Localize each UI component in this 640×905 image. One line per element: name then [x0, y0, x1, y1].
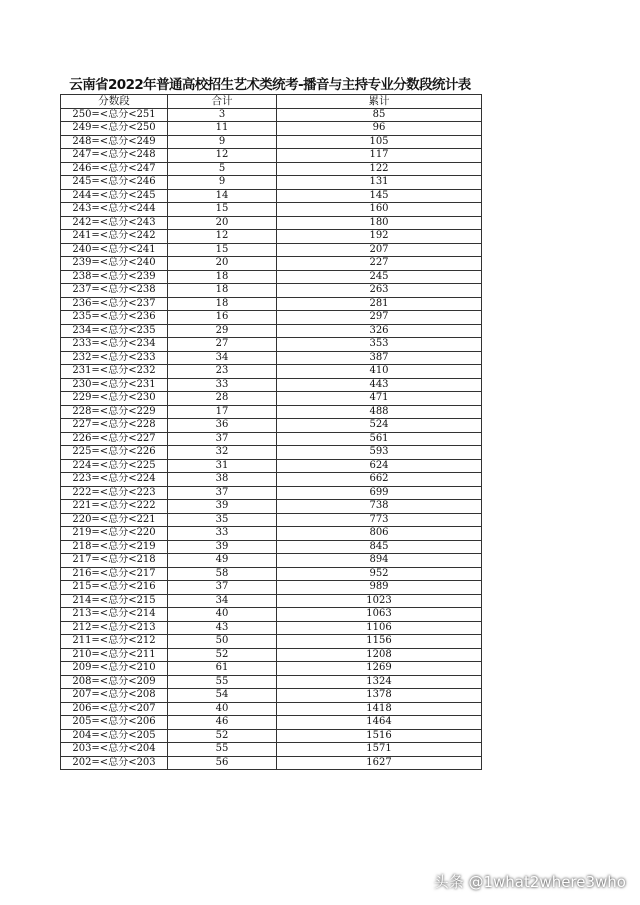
cell-cumulative: 1464 — [277, 716, 482, 730]
cell-cumulative: 281 — [277, 297, 482, 311]
cell-cumulative: 207 — [277, 243, 482, 257]
table-row — [61, 243, 482, 257]
cell-count: 52 — [168, 729, 277, 743]
table-row — [61, 540, 482, 554]
table-row — [61, 270, 482, 284]
page-title: 云南省2022年普通高校招生艺术类统考-播音与主持专业分数段统计表 — [69, 77, 471, 93]
cell-cumulative: 699 — [277, 486, 482, 500]
cell-score-range: 247=<总分<248 — [61, 149, 168, 163]
cell-cumulative: 1324 — [277, 675, 482, 689]
cell-cumulative: 105 — [277, 135, 482, 149]
cell-count: 27 — [168, 338, 277, 352]
cell-cumulative: 524 — [277, 419, 482, 433]
cell-count: 18 — [168, 297, 277, 311]
cell-cumulative: 471 — [277, 392, 482, 406]
cell-count: 32 — [168, 446, 277, 460]
cell-cumulative: 263 — [277, 284, 482, 298]
cell-score-range: 246=<总分<247 — [61, 162, 168, 176]
table-row — [61, 527, 482, 541]
table-row — [61, 554, 482, 568]
score-distribution-table — [60, 94, 482, 770]
cell-cumulative: 1627 — [277, 756, 482, 770]
cell-score-range: 208=<总分<209 — [61, 675, 168, 689]
table-row — [61, 513, 482, 527]
cell-cumulative: 773 — [277, 513, 482, 527]
cell-cumulative: 227 — [277, 257, 482, 271]
table-row — [61, 608, 482, 622]
table-row — [61, 648, 482, 662]
cell-score-range: 207=<总分<208 — [61, 689, 168, 703]
cell-count: 52 — [168, 648, 277, 662]
cell-cumulative: 387 — [277, 351, 482, 365]
cell-score-range: 215=<总分<216 — [61, 581, 168, 595]
table-row — [61, 459, 482, 473]
cell-score-range: 242=<总分<243 — [61, 216, 168, 230]
cell-count: 43 — [168, 621, 277, 635]
cell-score-range: 234=<总分<235 — [61, 324, 168, 338]
table-row — [61, 473, 482, 487]
cell-score-range: 223=<总分<224 — [61, 473, 168, 487]
cell-cumulative: 1269 — [277, 662, 482, 676]
cell-count: 49 — [168, 554, 277, 568]
table-row — [61, 662, 482, 676]
cell-count: 12 — [168, 149, 277, 163]
cell-count: 35 — [168, 513, 277, 527]
table-row — [61, 702, 482, 716]
cell-cumulative: 806 — [277, 527, 482, 541]
cell-score-range: 232=<总分<233 — [61, 351, 168, 365]
cell-score-range: 239=<总分<240 — [61, 257, 168, 271]
table-row — [61, 446, 482, 460]
table-body — [61, 108, 482, 770]
cell-count: 16 — [168, 311, 277, 325]
cell-count: 38 — [168, 473, 277, 487]
cell-cumulative: 738 — [277, 500, 482, 514]
cell-score-range: 245=<总分<246 — [61, 176, 168, 190]
table-row — [61, 216, 482, 230]
cell-cumulative: 624 — [277, 459, 482, 473]
cell-score-range: 219=<总分<220 — [61, 527, 168, 541]
cell-cumulative: 85 — [277, 108, 482, 122]
cell-cumulative: 1106 — [277, 621, 482, 635]
table-row — [61, 716, 482, 730]
cell-cumulative: 117 — [277, 149, 482, 163]
table-row — [61, 149, 482, 163]
cell-score-range: 217=<总分<218 — [61, 554, 168, 568]
cell-cumulative: 96 — [277, 122, 482, 136]
cell-count: 23 — [168, 365, 277, 379]
table-row — [61, 500, 482, 514]
table-row — [61, 405, 482, 419]
cell-score-range: 202=<总分<203 — [61, 756, 168, 770]
cell-score-range: 237=<总分<238 — [61, 284, 168, 298]
cell-cumulative: 1516 — [277, 729, 482, 743]
cell-count: 18 — [168, 284, 277, 298]
table-row — [61, 729, 482, 743]
cell-score-range: 229=<总分<230 — [61, 392, 168, 406]
table-row — [61, 743, 482, 757]
cell-count: 14 — [168, 189, 277, 203]
cell-count: 15 — [168, 203, 277, 217]
table-row — [61, 122, 482, 136]
cell-count: 39 — [168, 500, 277, 514]
table-row — [61, 338, 482, 352]
cell-score-range: 218=<总分<219 — [61, 540, 168, 554]
cell-score-range: 227=<总分<228 — [61, 419, 168, 433]
cell-score-range: 233=<总分<234 — [61, 338, 168, 352]
table-row — [61, 257, 482, 271]
cell-score-range: 203=<总分<204 — [61, 743, 168, 757]
cell-count: 17 — [168, 405, 277, 419]
cell-score-range: 248=<总分<249 — [61, 135, 168, 149]
cell-cumulative: 297 — [277, 311, 482, 325]
table-row — [61, 176, 482, 190]
cell-count: 20 — [168, 257, 277, 271]
table-row — [61, 486, 482, 500]
cell-score-range: 235=<总分<236 — [61, 311, 168, 325]
cell-count: 33 — [168, 527, 277, 541]
cell-score-range: 244=<总分<245 — [61, 189, 168, 203]
cell-score-range: 231=<总分<232 — [61, 365, 168, 379]
cell-cumulative: 410 — [277, 365, 482, 379]
cell-score-range: 206=<总分<207 — [61, 702, 168, 716]
cell-cumulative: 989 — [277, 581, 482, 595]
cell-count: 34 — [168, 594, 277, 608]
cell-count: 37 — [168, 486, 277, 500]
cell-count: 15 — [168, 243, 277, 257]
table-row — [61, 189, 482, 203]
table-row — [61, 419, 482, 433]
header-count: 合计 — [168, 95, 277, 109]
cell-cumulative: 488 — [277, 405, 482, 419]
cell-cumulative: 1418 — [277, 702, 482, 716]
cell-score-range: 205=<总分<206 — [61, 716, 168, 730]
cell-cumulative: 662 — [277, 473, 482, 487]
cell-score-range: 224=<总分<225 — [61, 459, 168, 473]
cell-score-range: 243=<总分<244 — [61, 203, 168, 217]
cell-score-range: 240=<总分<241 — [61, 243, 168, 257]
cell-score-range: 238=<总分<239 — [61, 270, 168, 284]
cell-count: 55 — [168, 743, 277, 757]
cell-cumulative: 353 — [277, 338, 482, 352]
table-row — [61, 432, 482, 446]
table-row — [61, 162, 482, 176]
cell-count: 5 — [168, 162, 277, 176]
cell-count: 9 — [168, 135, 277, 149]
table-row — [61, 365, 482, 379]
cell-score-range: 222=<总分<223 — [61, 486, 168, 500]
cell-score-range: 210=<总分<211 — [61, 648, 168, 662]
cell-cumulative: 245 — [277, 270, 482, 284]
table-row — [61, 594, 482, 608]
cell-score-range: 250=<总分<251 — [61, 108, 168, 122]
cell-count: 56 — [168, 756, 277, 770]
cell-score-range: 216=<总分<217 — [61, 567, 168, 581]
table-row — [61, 135, 482, 149]
cell-cumulative: 192 — [277, 230, 482, 244]
table-row — [61, 108, 482, 122]
cell-cumulative: 593 — [277, 446, 482, 460]
table-row — [61, 297, 482, 311]
cell-cumulative: 1156 — [277, 635, 482, 649]
cell-cumulative: 145 — [277, 189, 482, 203]
cell-cumulative: 443 — [277, 378, 482, 392]
cell-cumulative: 1378 — [277, 689, 482, 703]
cell-cumulative: 952 — [277, 567, 482, 581]
table-row — [61, 621, 482, 635]
table-row — [61, 230, 482, 244]
cell-count: 18 — [168, 270, 277, 284]
table-row — [61, 378, 482, 392]
cell-count: 40 — [168, 702, 277, 716]
cell-cumulative: 131 — [277, 176, 482, 190]
cell-score-range: 204=<总分<205 — [61, 729, 168, 743]
cell-count: 54 — [168, 689, 277, 703]
cell-count: 39 — [168, 540, 277, 554]
cell-count: 58 — [168, 567, 277, 581]
cell-score-range: 221=<总分<222 — [61, 500, 168, 514]
cell-score-range: 225=<总分<226 — [61, 446, 168, 460]
table-row — [61, 635, 482, 649]
header-cumulative: 累计 — [277, 95, 482, 109]
table-row — [61, 392, 482, 406]
cell-count: 3 — [168, 108, 277, 122]
cell-count: 20 — [168, 216, 277, 230]
table-row — [61, 581, 482, 595]
cell-count: 29 — [168, 324, 277, 338]
cell-cumulative: 561 — [277, 432, 482, 446]
cell-cumulative: 180 — [277, 216, 482, 230]
cell-cumulative: 1023 — [277, 594, 482, 608]
table-row — [61, 756, 482, 770]
cell-cumulative: 160 — [277, 203, 482, 217]
cell-count: 34 — [168, 351, 277, 365]
cell-count: 28 — [168, 392, 277, 406]
cell-cumulative: 122 — [277, 162, 482, 176]
cell-count: 55 — [168, 675, 277, 689]
cell-cumulative: 326 — [277, 324, 482, 338]
table-row — [61, 324, 482, 338]
cell-score-range: 226=<总分<227 — [61, 432, 168, 446]
cell-cumulative: 1571 — [277, 743, 482, 757]
cell-count: 50 — [168, 635, 277, 649]
table-row — [61, 311, 482, 325]
cell-score-range: 213=<总分<214 — [61, 608, 168, 622]
table-row — [61, 567, 482, 581]
cell-cumulative: 1208 — [277, 648, 482, 662]
table-row — [61, 203, 482, 217]
cell-score-range: 211=<总分<212 — [61, 635, 168, 649]
cell-count: 31 — [168, 459, 277, 473]
cell-score-range: 230=<总分<231 — [61, 378, 168, 392]
cell-count: 11 — [168, 122, 277, 136]
cell-score-range: 249=<总分<250 — [61, 122, 168, 136]
cell-score-range: 214=<总分<215 — [61, 594, 168, 608]
cell-count: 36 — [168, 419, 277, 433]
cell-cumulative: 1063 — [277, 608, 482, 622]
table-row — [61, 351, 482, 365]
cell-count: 12 — [168, 230, 277, 244]
cell-count: 61 — [168, 662, 277, 676]
cell-score-range: 241=<总分<242 — [61, 230, 168, 244]
cell-score-range: 209=<总分<210 — [61, 662, 168, 676]
watermark: 头条 @1what2where3who — [433, 873, 626, 891]
cell-score-range: 236=<总分<237 — [61, 297, 168, 311]
cell-score-range: 212=<总分<213 — [61, 621, 168, 635]
cell-count: 46 — [168, 716, 277, 730]
table-row — [61, 675, 482, 689]
cell-score-range: 228=<总分<229 — [61, 405, 168, 419]
cell-cumulative: 845 — [277, 540, 482, 554]
cell-score-range: 220=<总分<221 — [61, 513, 168, 527]
header-score-range: 分数段 — [61, 95, 168, 109]
table-row — [61, 284, 482, 298]
cell-count: 37 — [168, 581, 277, 595]
cell-count: 40 — [168, 608, 277, 622]
cell-count: 37 — [168, 432, 277, 446]
table-row — [61, 689, 482, 703]
cell-count: 9 — [168, 176, 277, 190]
cell-count: 33 — [168, 378, 277, 392]
cell-cumulative: 894 — [277, 554, 482, 568]
table-header-row — [61, 95, 482, 109]
